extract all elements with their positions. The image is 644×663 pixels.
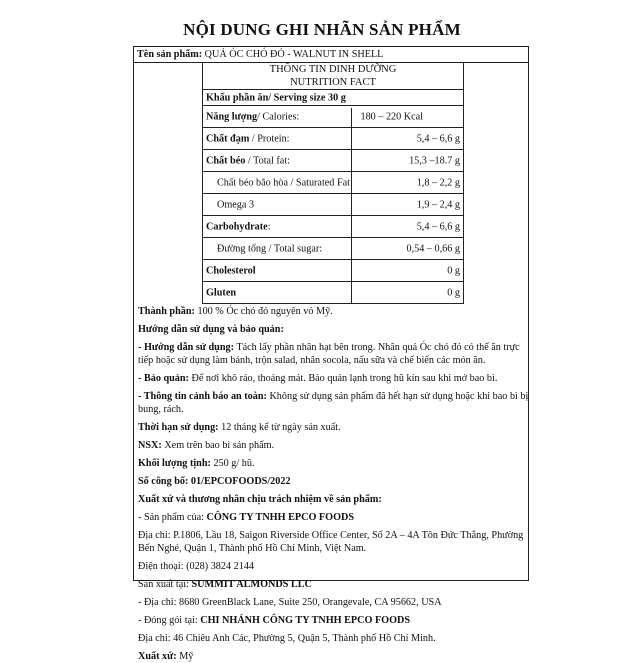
usage-heading: Hướng dẫn sử dụng và bảo quản: bbox=[138, 324, 284, 335]
owner-address-line-2: Bến Nghé, Quận 1, Thành phố Hồ Chí Minh, Việt Nam. bbox=[138, 543, 367, 554]
nutrient-name: Chất đạm bbox=[206, 133, 250, 144]
producer-address-line: - Địa chỉ: 8680 GreenBlack Lane, Suite 250, Orangevale, CA 95662, USA bbox=[138, 597, 442, 608]
ingredients-line: Thành phần: 100 % Óc chó đỏ nguyên vỏ Mỹ. bbox=[138, 306, 333, 317]
nutrient-name: Đường tổng / Total sugar: bbox=[217, 243, 323, 254]
packer-address-line: Địa chỉ: 46 Chiêu Anh Các, Phường 5, Quận 5, Thành phố Hồ Chí Minh. bbox=[138, 633, 436, 644]
serving-size-row bbox=[203, 89, 463, 105]
nutrient-name-rest: / Protein: bbox=[249, 133, 290, 144]
product-name-row bbox=[134, 47, 528, 63]
nutrient-name: Năng lượng bbox=[206, 111, 258, 122]
nutrient-value: 1,9 – 2,4 g bbox=[416, 199, 460, 210]
nutrient-name: Cholesterol bbox=[206, 265, 256, 276]
declaration-line: Số công bố: 01/EPCOFOODS/2022 bbox=[138, 476, 291, 487]
page-title: NỘI DUNG GHI NHÃN SẢN PHẨM bbox=[183, 20, 461, 39]
nutrition-table bbox=[202, 63, 464, 304]
nutrient-value: 5,4 – 6,6 g bbox=[416, 133, 460, 144]
nutrient-value: 0 g bbox=[447, 287, 460, 298]
mfg-date-line: NSX: Xem trên bao bì sản phẩm. bbox=[138, 440, 275, 451]
nutrient-name: Carbohydrate bbox=[206, 221, 268, 232]
nutrient-name-rest: / Total fat: bbox=[245, 155, 290, 166]
net-weight-line: Khối lượng tịnh: 250 g/ hũ. bbox=[138, 458, 255, 469]
nutrient-name: Chất béo bão hòa / Saturated Fat bbox=[217, 177, 350, 188]
nutrition-heading-en: NUTRITION FACT bbox=[290, 77, 376, 88]
usage-line: - Hướng dẫn sử dụng: Tách lấy phần nhân hạt bên trong. Nhân quả Óc chó đỏ có thể ăn trực bbox=[138, 342, 520, 353]
nutrient-value: 5,4 – 6,6 g bbox=[416, 221, 460, 232]
nutrition-row-gluten bbox=[203, 281, 463, 303]
product-name-label: Tên sản phẩm: bbox=[137, 49, 203, 60]
nutrition-row-total-fat bbox=[203, 149, 463, 171]
warning-line-2: bung, rách. bbox=[138, 404, 184, 415]
origin-line: Xuất xứ: Mỹ bbox=[138, 651, 194, 662]
owner-line: - Sản phẩm của: CÔNG TY TNHH EPCO FOODS bbox=[138, 512, 355, 523]
nutrition-row-cholesterol bbox=[203, 259, 463, 281]
usage-line-2: tiếp hoặc sử dụng làm bánh, trộn salad, nhân socola, nấu sữa và chế biến các món ăn. bbox=[138, 355, 486, 366]
owner-address-line: Địa chỉ: P.1806, Lầu 18, Saigon Riverside Office Center, Số 2A – 4A Tôn Đức Thắng, Phường bbox=[138, 530, 524, 541]
serving-size: Khẩu phần ăn/ Serving size 30 g bbox=[206, 92, 346, 103]
nutrition-row-protein bbox=[203, 127, 463, 149]
nutrient-value: 0,54 – 0,66 g bbox=[406, 243, 460, 254]
owner-phone-line: Điện thoại: (028) 3824 2144 bbox=[138, 561, 255, 572]
nutrient-value: 180 – 220 Kcal bbox=[360, 111, 423, 122]
nutrient-name: Gluten bbox=[206, 287, 237, 298]
nutrient-name-rest: / Calories: bbox=[257, 111, 300, 122]
packer-line: - Đóng gói tại: CHI NHÁNH CÔNG TY TNHH EPCO FOODS bbox=[138, 615, 411, 626]
label-body bbox=[134, 304, 528, 663]
label-document bbox=[133, 46, 529, 662]
nutrient-value: 1,8 – 2,2 g bbox=[416, 177, 460, 188]
nutrient-name-rest: : bbox=[267, 221, 271, 232]
nutrition-heading-vi: THÔNG TIN DINH DƯỠNG bbox=[269, 64, 397, 75]
nutrient-name: Omega 3 bbox=[217, 199, 255, 210]
producer-line: Sản xuất tại: SUMMIT ALMONDS LLC bbox=[138, 579, 312, 590]
nutrition-row-total-sugar bbox=[203, 237, 463, 259]
nutrition-row-omega3 bbox=[203, 193, 463, 215]
nutrition-row-saturated-fat bbox=[203, 171, 463, 193]
nutrition-row-calories bbox=[203, 105, 463, 127]
warning-line: - Thông tin cảnh báo an toàn: Không sử dụng sản phẩm đã hết hạn sử dụng hoặc khi bao bì bị bbox=[138, 391, 529, 402]
nutrient-value: 0 g bbox=[447, 265, 460, 276]
nutrition-row-carbohydrate bbox=[203, 215, 463, 237]
shelf-life-line: Thời hạn sử dụng: 12 tháng kể từ ngày sản xuất. bbox=[138, 422, 341, 433]
product-name-value: QUẢ ÓC CHÓ ĐỎ - WALNUT IN SHELL bbox=[204, 49, 384, 60]
nutrient-name: Chất béo bbox=[206, 155, 246, 166]
origin-heading: Xuất xứ và thương nhân chịu trách nhiệm về sản phẩm: bbox=[138, 494, 382, 505]
storage-line: - Bảo quản: Để nơi khô ráo, thoáng mát. Bảo quản lạnh trong hũ kín sau khi mở bao bì. bbox=[138, 373, 498, 384]
nutrient-value: 15,3 –18.7 g bbox=[409, 155, 460, 166]
